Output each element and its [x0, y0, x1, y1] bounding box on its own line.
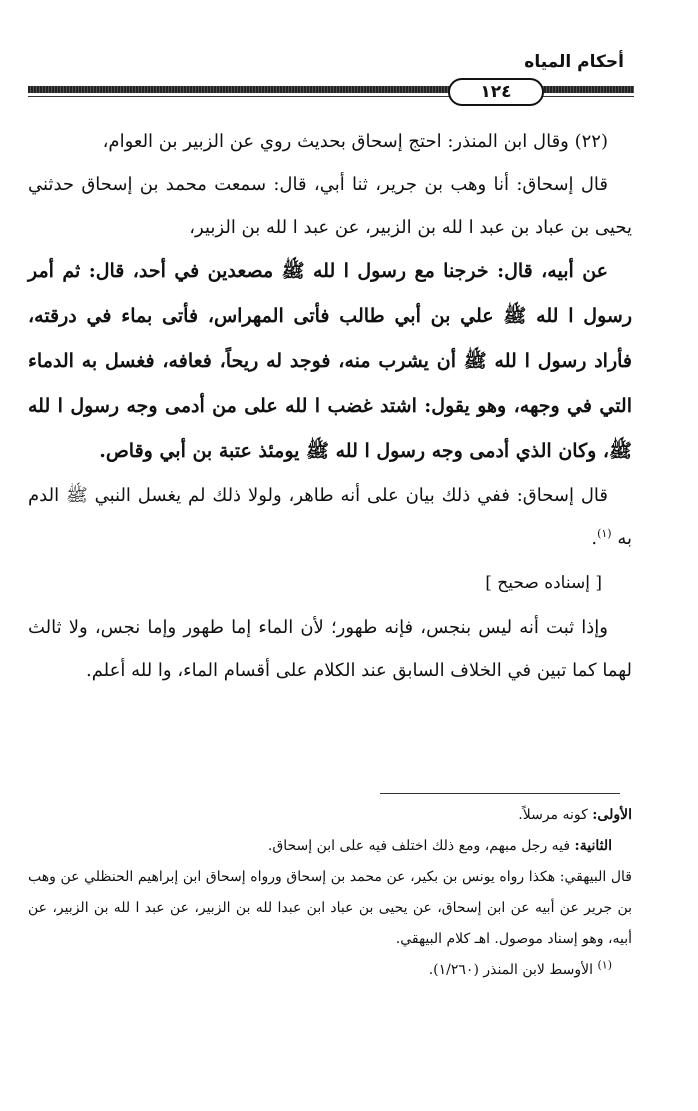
- footnote-separator: [380, 793, 620, 794]
- footnote-second-label: الثانية:: [574, 838, 612, 854]
- ishaq-comment-text: قال إسحاق: ففي ذلك بيان على أنه طاهر، ولولا ذلك لم يغسل النبي ﷺ الدم به: [28, 485, 632, 549]
- paragraph-ibn-almundhir: (٢٢) وقال ابن المنذر: احتج إسحاق بحديث روي عن الزبير بن العوام،: [102, 131, 608, 152]
- isnad-grading: [ إسناده صحيح ]: [485, 573, 602, 593]
- footnote-second: [28, 831, 632, 862]
- paragraph-ishaq-comment: [28, 474, 632, 560]
- footnote-bayhaqi: قال البيهقي: هكذا رواه يونس بن بكير، عن محمد بن إسحاق ورواه إسحاق ابن إبراهيم الحنظلي عن وهب بن جرير عن أبيه عن ابن إسحاق، عن يحيى بن عباد ابن عبدا لله بن الزبير، عن عبد ا لله بن الزبير، عن أبيه، وهو إسناد موصول. اهـ كلام البيهقي.: [28, 869, 632, 947]
- footnote-reference-mark: (١): [597, 958, 612, 972]
- footnote-reference-text: الأوسط لابن المنذر (١/٢٦٠).: [428, 962, 594, 978]
- footnotes: [28, 800, 632, 986]
- paragraph-conclusion: وإذا ثبت أنه ليس بنجس، فإنه طهور؛ لأن الماء إما طهور وإما نجس، ولا ثالث لهما كما تبين في الخلاف السابق عند الكلام على أقسام الماء، وا لله أعلم.: [28, 617, 632, 681]
- footnote-ref-marker: (١): [597, 527, 612, 540]
- running-header-title: أحكام المياه: [524, 52, 624, 72]
- footnote-reference: [28, 955, 632, 986]
- footnote-first: [28, 800, 632, 831]
- footnote-first-text: كونه مرسلاً.: [518, 807, 588, 823]
- header-rule: [28, 80, 634, 102]
- paragraph-hadith-text: عن أبيه، قال: خرجنا مع رسول ا لله ﷺ مصعدين في أحد، قال: ثم أمر رسول ا لله ﷺ علي بن أبي طالب فأتى المهراس، فأتى بماء في درقته، فأراد رسول ا لله ﷺ أن يشرب منه، فوجد له ريحاً، فعافه، فغسل به الدماء التي في وجهه، وهو يقول: اشتد غضب ا لله على من أدمى وجه رسول ا لله ﷺ، وكان الذي أدمى وجه رسول ا لله ﷺ يومئذ عتبة بن أبي وقاص.: [28, 260, 632, 462]
- ishaq-comment-end: .: [591, 528, 598, 549]
- footnote-second-text: فيه رجل مبهم، ومع ذلك اختلف فيه على ابن إسحاق.: [267, 838, 571, 854]
- footnote-first-label: الأولى:: [592, 807, 632, 823]
- main-text: [28, 120, 632, 692]
- paragraph-ishaq-isnad: قال إسحاق: أنا وهب بن جرير، ثنا أبي، قال: سمعت محمد بن إسحاق حدثني يحيى بن عباد بن عبد ا لله بن الزبير، عن عبد ا لله بن الزبير،: [28, 174, 632, 238]
- page-number: ١٢٤: [448, 78, 544, 106]
